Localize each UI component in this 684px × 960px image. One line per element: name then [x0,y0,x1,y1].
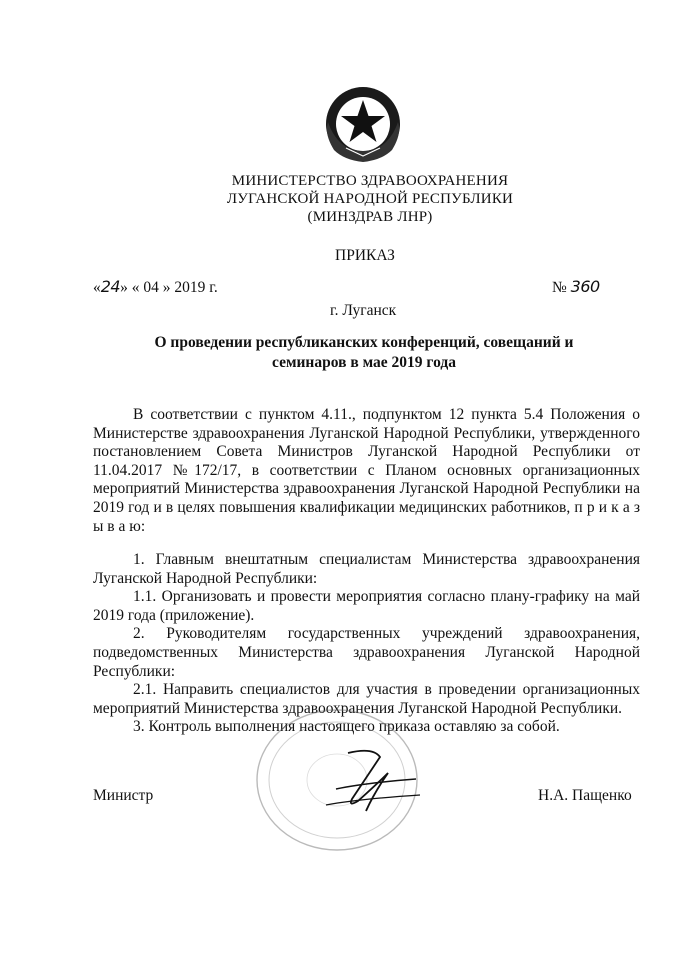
order-items [93,551,640,737]
date-open-quote: « [93,279,101,296]
signatory-name: Н.А. Пащенко [538,787,632,804]
ministry-abbreviation: (МИНЗДРАВ ЛНР) [307,209,433,225]
order-item-1: 1. Главным внештатным специалистам Министерства здравоохранения Луганской Народной Республики: [93,551,640,587]
order-date [93,277,218,297]
date-month-year: « 04 » 2019 г. [131,279,218,296]
signatory-position: Министр [93,787,154,804]
order-item-2-1: 2.1. Направить специалистов для участия в проведении организационных мероприятий Министерства здравоохранения Луганской Народной Республики. [93,681,640,717]
subject-line2: семинаров в мае 2019 года [272,354,456,371]
lnr-coat-of-arms-icon [322,84,404,164]
preamble-paragraph [93,406,640,536]
order-item-3: 3. Контроль выполнения настоящего приказа оставляю за собой. [133,718,560,736]
order-city: г. Луганск [330,302,397,319]
order-title: ПРИКАЗ [335,247,395,264]
order-subject [124,333,604,373]
order-number [552,277,600,297]
order-item-1-1: 1.1. Организовать и провести мероприятия согласно плану-графику на май 2019 года (приложение). [93,588,640,624]
date-day-handwritten: 24 [100,277,121,296]
preamble-text: В соответствии с пунктом 4.11., подпунктом 12 пункта 5.4 Положения о Министерстве здравоохранения Луганской Народной Республики, утвержденного постановлением Совета Министров Луганской Народной Республики от 11.04.2017 №172/17, в соответствии с Планом основных организационных мероприятий Министерства здравоохранения Луганской Народной Республики на 2019 год и в целях повышения квалификации медицинских работников, п р и к а з ы в а ю: [93,406,640,535]
handwritten-signature-icon [318,743,428,817]
order-number-handwritten: 360 [570,277,600,296]
order-number-label: № [552,279,567,296]
date-close-quote: » [120,279,128,296]
ministry-name-line1: МИНИСТЕРСТВО ЗДРАВООХРАНЕНИЯ [231,173,509,189]
order-item-2: 2. Руководителям государственных учреждений здравоохранения, подведомственных Министерства здравоохранения Луганской Народной Республики: [93,625,640,680]
subject-line1: О проведении республиканских конференций, совещаний и [154,334,574,351]
ministry-header [150,172,590,226]
ministry-name-line2: ЛУГАНСКОЙ НАРОДНОЙ РЕСПУБЛИКИ [226,191,514,207]
